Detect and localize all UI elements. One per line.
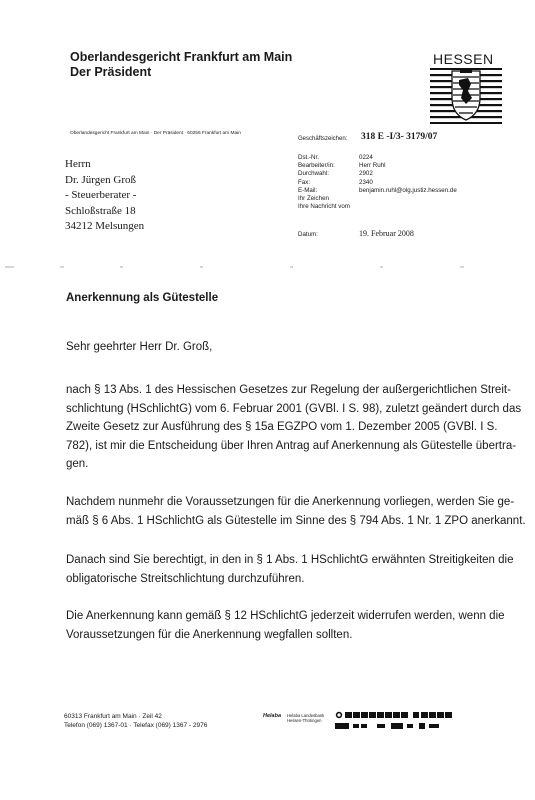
paragraph-line: schlichtung (HSchlichtG) vom 6. Februar 2001 (GVBl. I S. 98), zuletzt geändert durch das [66,402,522,415]
sender-return-address: Oberlandesgericht Frankfurt am Main · Der Präsident · 60256 Frankfurt am Main [70,131,241,136]
recipient-profession: - Steuerberater - [65,189,137,201]
paragraph-line: Zweite Gesetz zur Ausführung des § 15a EGZPO vom 1. Dezember 2005 (GVBl. I S. [66,421,498,433]
court-letterhead [70,50,292,80]
letter-salutation: Sehr geehrter Herr Dr. Groß, [66,341,213,353]
public-transport-icons [335,710,461,732]
recipient-salutation: Herrn [65,158,91,170]
state-label: HESSEN [433,51,494,67]
paragraph-line: Die Anerkennung kann gemäß § 12 HSchlichtG jederzeit widerrufen werden, wenn die [66,610,505,622]
recipient-name: Dr. Jürgen Groß [65,173,136,186]
contact-label: Ihre Nachricht vom [298,203,350,211]
paragraph-line: Danach sind Sie berechtigt, in den in § 1 Abs. 1 HSchlichtG erwähnten Streitigkeiten die [66,554,514,566]
paragraph-line: mäß § 6 Abs. 1 HSchlichtG als Gütestelle im Sinne des § 794 Abs. 1 Nr. 1 ZPO anerkannt. [66,514,526,527]
bank-label [287,713,324,723]
paragraph-line: gen. [66,458,89,470]
footer-bank-info [263,713,325,723]
paragraph-line: 782), ist mir die Entscheidung über Ihren Antrag auf Anerkennung als Gütestelle übertra- [66,439,517,452]
paragraph-revocation [66,607,505,644]
letter-subject: Anerkennung als Gütestelle [66,292,219,304]
file-number-value: 318 E -I/3- 3179/07 [361,132,438,142]
date-label: Datum: [298,231,318,238]
bank-label-line: Helaba Landesbank [287,713,325,718]
bank-brand-logo: Helaba [263,713,282,719]
contact-label: Dst.-Nr. [298,154,319,161]
contact-label: Ihr Zeichen [298,194,329,202]
contact-value: 2340 [359,178,373,186]
paragraph-line: obligatorische Streitschlichtung durchzuführen. [66,572,305,585]
court-name: Oberlandesgericht Frankfurt am Main [70,50,293,64]
bank-label-line: Hessen-Thüringen [287,718,322,723]
paragraph-line: Nachdem nunmehr die Voraussetzungen für die Anerkennung vorliegen, werden Sie ge- [66,496,515,508]
hessen-coat-of-arms-icon [430,68,502,124]
footer-street: 60313 Frankfurt am Main · Zeil 42 [64,713,162,720]
recipient-city: 34212 Melsungen [65,220,145,232]
fold-marks [0,265,535,269]
footer-address [64,712,207,730]
contact-value: benjamin.ruhl@olg.justiz.hessen.de [359,186,457,194]
contact-label: Fax: [298,178,311,186]
paragraph-recognition [66,493,526,530]
paragraph-legal-basis [66,381,522,474]
recipient-address [65,157,144,235]
paragraph-line: Voraussetzungen für die Anerkennung wegfallen sollten. [66,628,353,641]
contact-label: Durchwahl: [298,170,329,178]
contact-label: Bearbeiter/in: [298,162,335,170]
court-president: Der Präsident [70,65,152,79]
footer-phone: Telefon (069) 1367-01 · Telefax (069) 1367 - 2976 [64,722,208,729]
file-number-label: Geschäftszeichen: [298,136,348,142]
paragraph-line: nach § 13 Abs. 1 des Hessischen Gesetzes zur Regelung der außergerichtlichen Streit- [66,384,511,396]
contact-value: 0224 [359,154,373,161]
contact-label: E-Mail: [298,186,318,194]
recipient-street: Schloßstraße 18 [65,204,136,217]
date-value: 19. Februar 2008 [359,229,414,238]
paragraph-authorization [66,551,514,588]
contact-value: Herr Ruhl [359,162,386,170]
contact-value: 2902 [359,170,373,178]
